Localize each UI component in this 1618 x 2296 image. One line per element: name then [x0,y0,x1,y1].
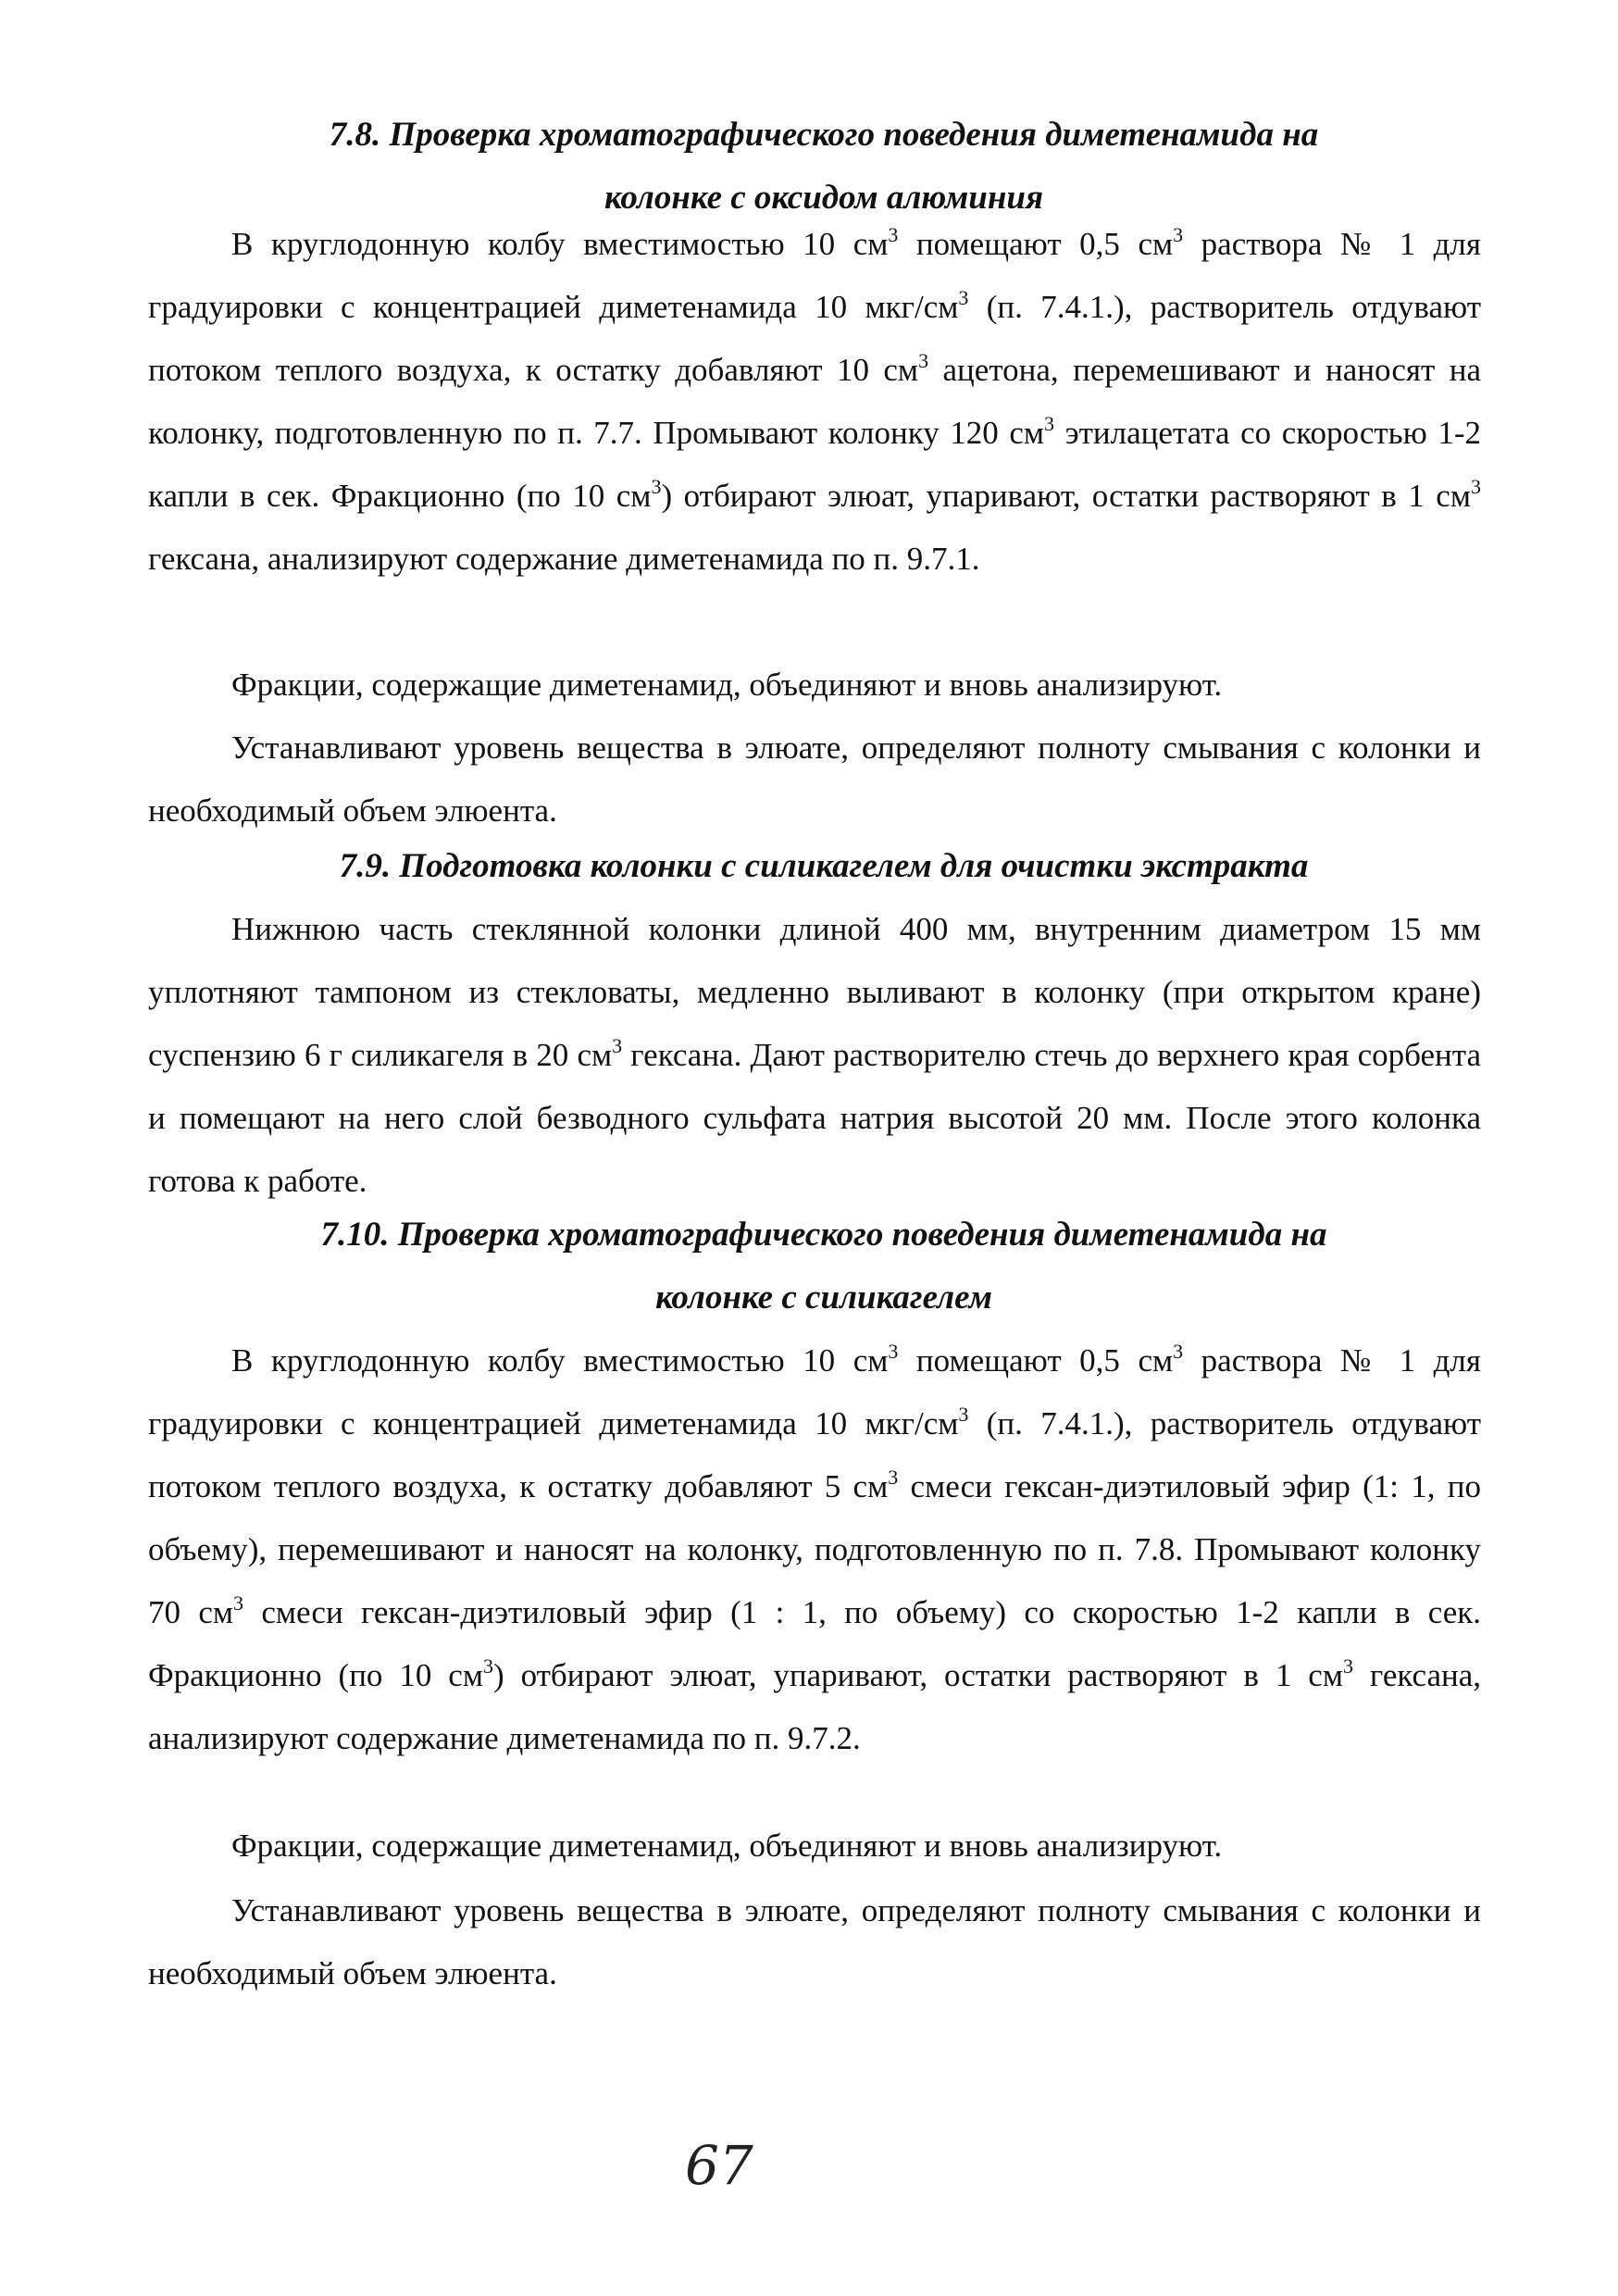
section-7-8-paragraph-1: В круглодонную колбу вместимостью 10 $см^3$ помещают 0,5 $см^3$ раствора № 1 для градуировки с концентрацией диметенамида 10 мкг/$см^3$ (п. 7.4.1.), растворитель отдувают потоком теплого воздуха, к остатку добавляют 10 $см^3$ ацетона, перемешивают и наносят на колонку, подготовленную по п. 7.7. Промывают колонку 120 $см^3$ этилацетата со скоростью 1-2 капли в сек. Фракционно (по 10 $см^3$) отбирают элюат, упаривают, остатки растворяют в 1 $см^3$ гексана, анализируют содержание диметенамида по п. 9.7.1. [148,223,1482,577]
section-7-8-paragraph-2: Фракции, содержащие диметенамид, объединяют и вновь анализируют. [231,667,1223,703]
section-7-8-heading [148,104,1500,230]
section-7-10-heading [148,1204,1500,1329]
heading-line: колонке с оксидом алюминия [604,179,1044,217]
section-7-9-heading: 7.9. Подготовка колонки с силикагелем для очистки экстракта [339,847,1309,885]
section-7-8-paragraph-3: Устанавливают уровень вещества в элюате, определяют полноту смывания с колонки и необходимый объем элюента. [148,730,1481,829]
page-number: 67 [685,2134,753,2197]
section-7-10-paragraph-1: В круглодонную колбу вместимостью 10 $см^3$ помещают 0,5 $см^3$ раствора № 1 для градуировки с концентрацией диметенамида 10 мкг/$см^3$ (п. 7.4.1.), растворитель отдувают потоком теплого воздуха, к остатку добавляют 5 $см^3$ смеси гексан-диэтиловый эфир (1: 1, по объему), перемешивают и наносят на колонку, подготовленную по п. 7.8. Промывают колонку 70 $см^3$ смеси гексан-диэтиловый эфир (1 : 1, по объему) со скоростью 1-2 капли в сек. Фракционно (по 10 $см^3$) отбирают элюат, упаривают, остатки растворяют в 1 $см^3$ гексана, анализируют содержание диметенамида по п. 9.7.2. [148,1340,1482,1756]
section-7-10-paragraph-3: Устанавливают уровень вещества в элюате, определяют полноту смывания с колонки и необходимый объем элюента. [148,1892,1481,1991]
heading-line: 7.10. Проверка хроматографического поведения диметенамида на [320,1216,1327,1254]
heading-line: 7.8. Проверка хроматографического поведения диметенамида на [329,116,1319,154]
section-7-9-paragraph-1: Нижнюю часть стеклянной колонки длиной 400 мм, внутренним диаметром 15 мм уплотняют тампоном из стекловаты, медленно выливают в колонку (при открытом кране) суспензию 6 г силикагеля в 20 $см^3$ гексана. Дают растворителю стечь до верхнего края сорбента и помещают на него слой безводного сульфата натрия высотой 20 мм. После этого колонка готова к работе. [148,911,1481,1199]
section-7-10-paragraph-2: Фракции, содержащие диметенамид, объединяют и вновь анализируют. [231,1828,1223,1864]
heading-line: колонке с силикагелем [655,1279,992,1316]
